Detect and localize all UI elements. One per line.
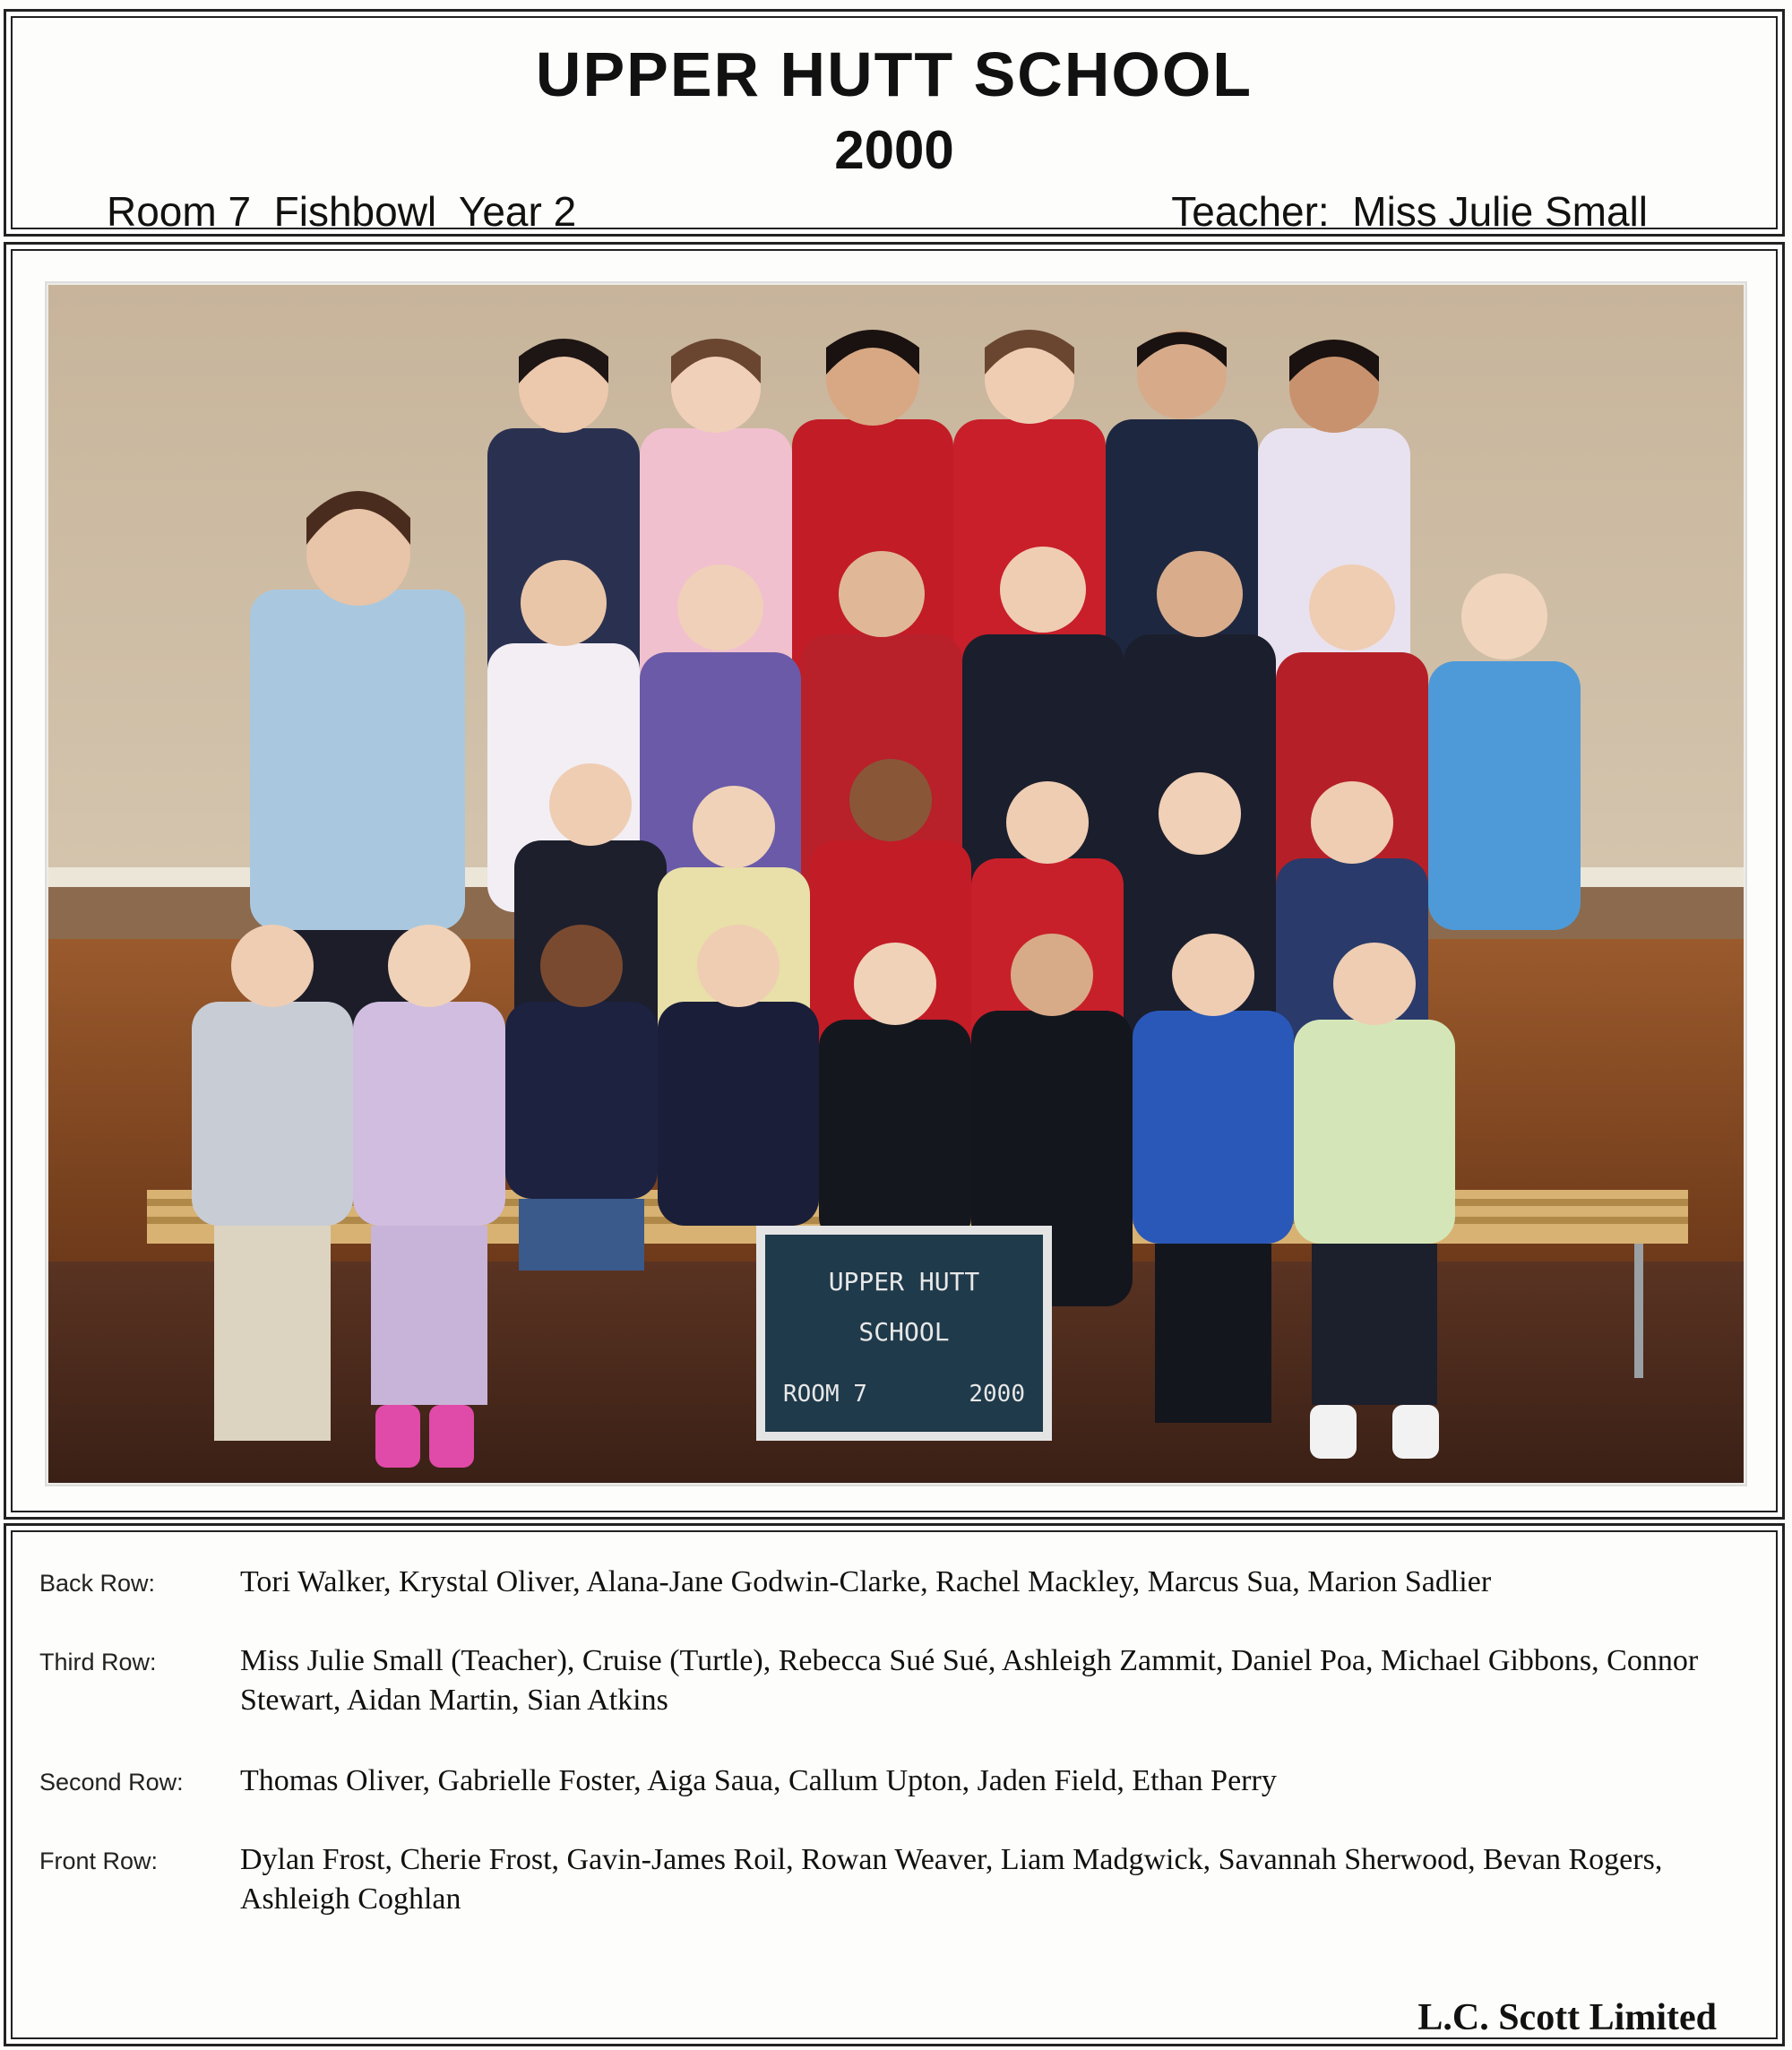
third-row-label: Third Row:: [39, 1649, 157, 1675]
class-photograph: [48, 285, 1744, 1483]
teacher-info: Teacher: Miss Julie Small: [1171, 188, 1648, 235]
back-row-label: Back Row:: [39, 1570, 156, 1597]
third-row-names: Miss Julie Small (Teacher), Cruise (Turtle), Rebecca Sué Sué, Ashleigh Zammit, Daniel Poa, Michael Gibbons, Connor Stewart, Aidan Martin, Sian Atkins: [240, 1644, 1699, 1717]
front-row-names: Dylan Frost, Cherie Frost, Gavin-James Roil, Rowan Weaver, Liam Madgwick, Savannah Sherwood, Bevan Rogers, Ashleigh Coghlan: [240, 1843, 1663, 1916]
sign-line-1: UPPER HUTT: [828, 1267, 980, 1296]
class-sign-board: [756, 1226, 1052, 1441]
sign-year: 2000: [969, 1381, 1025, 1408]
photographer-credit: L.C. Scott Limited: [1417, 1997, 1717, 2038]
class-info: Room 7 Fishbowl Year 2: [107, 188, 577, 235]
school-title: UPPER HUTT SCHOOL: [535, 39, 1254, 109]
second-row-names: Thomas Oliver, Gabrielle Foster, Aiga Saua, Callum Upton, Jaden Field, Ethan Perry: [240, 1764, 1277, 1797]
sign-room: ROOM 7: [783, 1381, 867, 1408]
second-row-label: Second Row:: [39, 1769, 184, 1796]
back-row-names: Tori Walker, Krystal Oliver, Alana-Jane Godwin-Clarke, Rachel Mackley, Marcus Sua, Marion Sadlier: [240, 1565, 1492, 1598]
front-row-label: Front Row:: [39, 1848, 159, 1874]
school-year: 2000: [834, 120, 954, 180]
header-box: [4, 9, 1785, 237]
sign-line-2: SCHOOL: [858, 1317, 950, 1347]
